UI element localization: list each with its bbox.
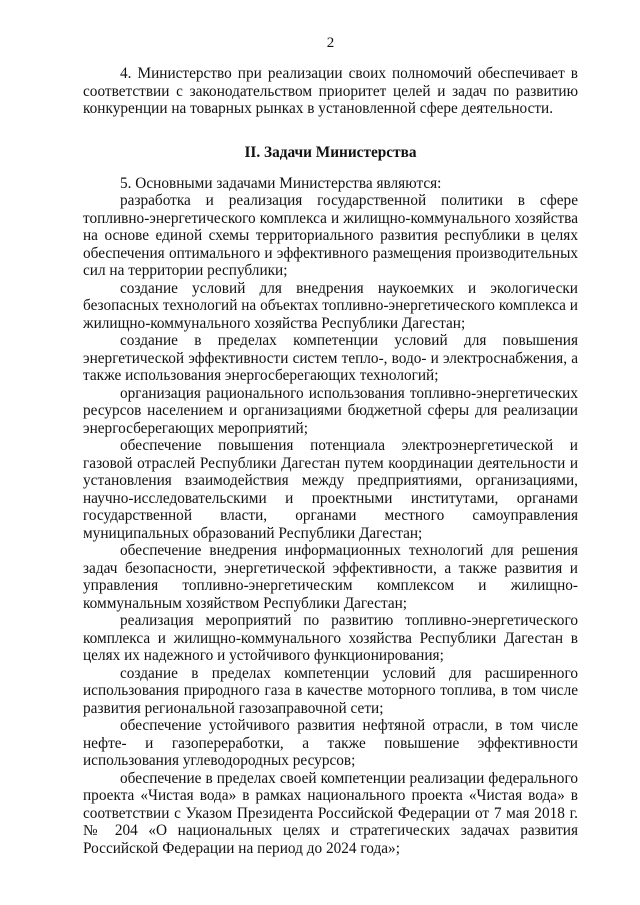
section-title: II. Задачи Министерства	[244, 143, 417, 161]
task-item: создание в пределах компетенции условий для расширенного использования природного газа в качестве моторного топлива, в том числе развития региональной газозаправочной сети;	[83, 664, 578, 717]
task-item: обеспечение внедрения информационных технологий для решения задач безопасности, энергетической эффективности, а также развития и управления топливно-энергетическим комплексом и жилищно-коммунальным хозяйством Республики Дагестан;	[83, 542, 578, 612]
tasks-list	[83, 192, 578, 857]
task-item: разработка и реализация государственной политики в сфере топливно-энергетического комплекса и жилищно-коммунального хозяйства на основе единой схемы территориального развития республики в целях обеспечения оптимального и эффективного размещения производительных сил на территории республики;	[83, 192, 578, 279]
task-item: создание условий для внедрения наукоемких и экологически безопасных технологий на объектах топливно-энергетического комплекса и жилищно-коммунального хозяйства Республики Дагестан;	[83, 279, 578, 332]
intro-paragraph: 4. Министерство при реализации своих полномочий обеспечивает в соответствии с законодательством приоритет целей и задач по развитию конкуренции на товарных рынках в установленной сфере деятельности.	[83, 65, 578, 117]
document-page	[83, 34, 578, 857]
task-item: создание в пределах компетенции условий для повышения энергетической эффективности систем тепло-, водо- и электроснабжения, а также использования энергосберегающих технологий;	[83, 332, 578, 384]
task-item: обеспечение в пределах своей компетенции реализации федерального проекта «Чистая вода» в рамках национального проекта «Чистая вода» в соответствии с Указом Президента Российской Федерации от 7 мая 2018 г. № 204 «О национальных целях и стратегических задачах развития Российской Федерации на период до 2024 года»;	[83, 769, 578, 857]
task-item: обеспечение устойчивого развития нефтяной отрасли, в том числе нефте- и газопереработки, а также повышение эффективности использования углеводородных ресурсов;	[83, 717, 578, 769]
task-item: организация рационального использования топливно-энергетических ресурсов населением и организациями бюджетной сферы для реализации энергосберегающих мероприятий;	[83, 384, 578, 437]
tasks-lead: 5. Основными задачами Министерства являются:	[120, 174, 442, 192]
page-number: 2	[326, 35, 335, 51]
task-item: обеспечение повышения потенциала электроэнергетической и газовой отраслей Республики Дагестан путем координации деятельности и установления взаимодействия между предприятиями, организациями, научно-исследовательскими и проектными институтами, органами государственной власти, органами местного самоуправления муниципальных образований Республики Дагестан;	[83, 437, 578, 542]
task-item: реализация мероприятий по развитию топливно-энергетического комплекса и жилищно-коммунального хозяйства Республики Дагестан в целях их надежного и устойчивого функционирования;	[83, 612, 578, 664]
